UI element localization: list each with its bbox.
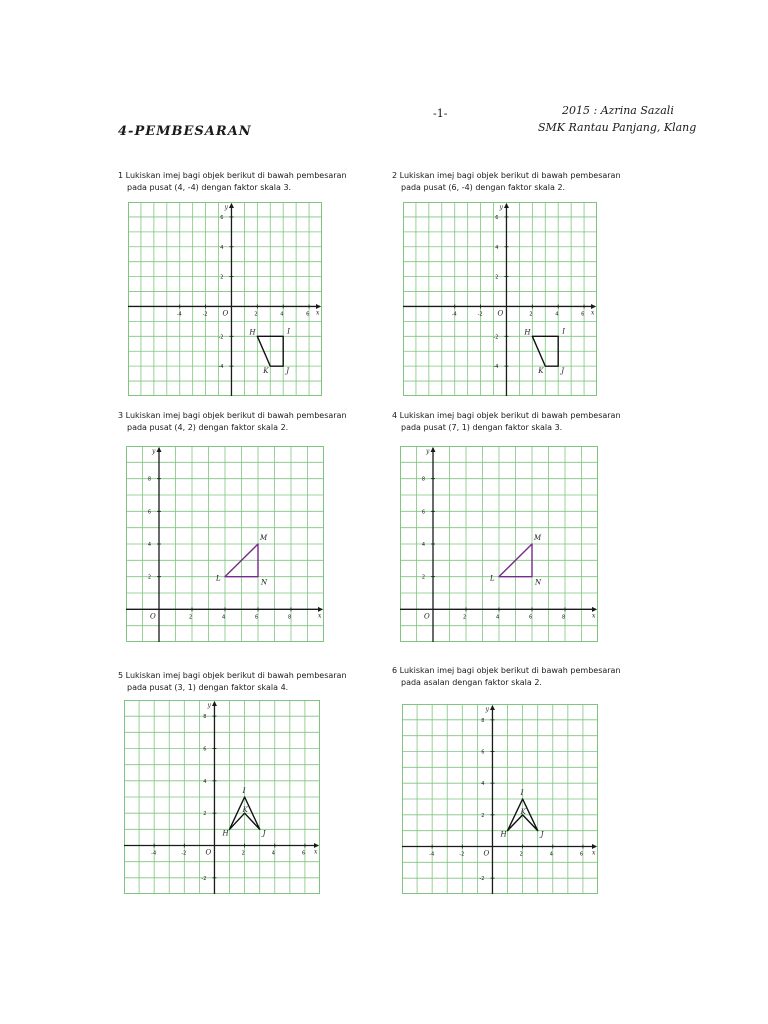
x-axis-arrow xyxy=(592,844,597,849)
x-tick-label: 4 xyxy=(271,850,275,857)
page-number: -1- xyxy=(433,107,448,120)
x-tick-label: -4 xyxy=(176,311,182,318)
y-axis-label: y xyxy=(207,702,211,709)
vertex-label-i: I xyxy=(242,787,246,795)
y-tick-label: 8 xyxy=(421,476,425,483)
question-4 xyxy=(392,410,621,434)
vertex-label-h: H xyxy=(249,328,256,337)
y-tick-label: 4 xyxy=(421,542,425,548)
vertex-label-k: K xyxy=(242,806,248,815)
y-axis-arrow xyxy=(431,447,436,452)
y-tick-label: 4 xyxy=(220,244,224,251)
graph-1 xyxy=(128,202,322,396)
x-axis-label: x xyxy=(316,309,320,317)
question-1 xyxy=(118,170,347,194)
y-tick-label: 6 xyxy=(147,509,151,516)
origin-label: O xyxy=(205,848,212,857)
y-tick-label: 8 xyxy=(481,717,485,724)
y-axis-label: y xyxy=(485,706,489,713)
question-1-line1: 1 Lukiskan imej bagi objek berikut di bawah pembesaran xyxy=(118,171,347,180)
question-5-line1: 5 Lukiskan imej bagi objek berikut di bawah pembesaran xyxy=(118,671,347,680)
question-3-line2: pada pusat (4, 2) dengan faktor skala 2. xyxy=(127,423,289,432)
question-2 xyxy=(392,170,621,194)
graph-2-canvas xyxy=(403,202,597,396)
graph-5-canvas xyxy=(124,700,320,894)
graph-4-canvas xyxy=(400,446,598,642)
school-line: SMK Rantau Panjang, Klang xyxy=(538,121,697,134)
x-tick-label: -2 xyxy=(181,850,187,857)
y-axis-label: y xyxy=(499,204,503,211)
origin-label: O xyxy=(497,309,504,318)
graph-5 xyxy=(124,700,320,894)
vertex-label-i: I xyxy=(562,327,565,336)
question-5-line2: pada pusat (3, 1) dengan faktor skala 4. xyxy=(127,683,289,692)
vertex-label-i: I xyxy=(520,789,524,797)
vertex-label-l: L xyxy=(490,574,495,583)
vertex-label-k: K xyxy=(263,367,269,376)
x-tick-label: 4 xyxy=(222,614,226,621)
y-tick-label: -2 xyxy=(493,334,499,341)
y-tick-label: -2 xyxy=(201,875,207,882)
vertex-label-n: N xyxy=(261,578,268,587)
y-axis-label: y xyxy=(224,204,228,211)
vertex-label-m: M xyxy=(534,534,542,542)
x-tick-label: 2 xyxy=(529,311,533,318)
x-axis-arrow xyxy=(591,304,596,309)
x-tick-label: 2 xyxy=(254,311,258,318)
x-tick-label: 6 xyxy=(306,311,310,318)
x-axis-arrow xyxy=(314,843,319,848)
y-axis-arrow xyxy=(504,203,509,208)
y-tick-label: 8 xyxy=(203,714,207,721)
x-axis-arrow xyxy=(318,607,323,612)
origin-label: O xyxy=(424,612,430,621)
y-tick-label: 2 xyxy=(481,812,485,819)
x-tick-label: -4 xyxy=(429,851,435,858)
y-tick-label: 8 xyxy=(147,476,151,483)
graph-3 xyxy=(126,446,324,642)
origin-label: O xyxy=(222,309,229,318)
question-2-line2: pada pusat (6, -4) dengan faktor skala 2. xyxy=(401,183,566,192)
x-tick-label: 6 xyxy=(301,850,306,857)
vertex-label-j: J xyxy=(561,367,565,376)
y-axis-arrow xyxy=(490,705,495,710)
x-tick-label: 6 xyxy=(579,851,584,858)
question-6 xyxy=(392,665,621,689)
question-4-line1: 4 Lukiskan imej bagi objek berikut di bawah pembesaran xyxy=(392,411,621,420)
graph-4 xyxy=(400,446,598,642)
vertex-label-n: N xyxy=(535,578,542,587)
vertex-label-h: H xyxy=(524,328,531,337)
vertex-label-k: K xyxy=(520,807,526,816)
graph-1-canvas xyxy=(128,202,322,396)
x-tick-label: 8 xyxy=(562,614,566,621)
x-axis-arrow xyxy=(316,304,321,309)
x-tick-label: 8 xyxy=(288,614,292,621)
y-tick-label: 2 xyxy=(147,574,151,581)
graph-2 xyxy=(403,202,597,396)
question-2-line1: 2 Lukiskan imej bagi objek berikut di bawah pembesaran xyxy=(392,171,621,180)
y-tick-label: 4 xyxy=(495,244,499,251)
x-tick-label: 4 xyxy=(496,614,500,621)
question-5 xyxy=(118,670,347,694)
question-3 xyxy=(118,410,347,434)
graph-6 xyxy=(402,704,598,894)
vertex-label-l: L xyxy=(216,574,221,583)
vertex-label-h: H xyxy=(500,830,507,839)
x-tick-label: -2 xyxy=(477,311,483,318)
question-6-line2: pada asalan dengan faktor skala 2. xyxy=(401,678,542,687)
vertex-label-j: J xyxy=(286,367,290,376)
page-title: 4-PEMBESARAN xyxy=(118,124,252,139)
x-axis-label: x xyxy=(318,612,322,620)
y-tick-label: 4 xyxy=(481,781,485,788)
x-axis-label: x xyxy=(591,309,595,317)
origin-label: O xyxy=(483,849,490,858)
y-tick-label: 2 xyxy=(495,274,499,281)
y-tick-label: 2 xyxy=(203,811,207,818)
y-tick-label: 4 xyxy=(147,542,151,548)
vertex-label-j: J xyxy=(262,829,266,838)
y-tick-label: 2 xyxy=(421,574,425,581)
x-axis-label: x xyxy=(592,612,596,620)
vertex-label-k: K xyxy=(538,367,544,376)
x-axis-label: x xyxy=(592,849,596,857)
x-tick-label: 6 xyxy=(581,311,585,318)
y-axis-arrow xyxy=(212,701,217,706)
vertex-label-i: I xyxy=(287,327,290,336)
y-tick-label: -4 xyxy=(218,364,224,371)
x-tick-label: 2 xyxy=(463,614,467,621)
y-axis-label: y xyxy=(426,448,430,455)
x-tick-label: 6 xyxy=(529,614,533,621)
y-tick-label: 2 xyxy=(220,274,224,281)
question-3-line1: 3 Lukiskan imej bagi objek berikut di bawah pembesaran xyxy=(118,411,347,420)
y-axis-label: y xyxy=(152,448,156,455)
x-tick-label: 6 xyxy=(255,614,259,621)
x-tick-label: -4 xyxy=(451,311,457,318)
vertex-label-h: H xyxy=(222,829,229,838)
y-tick-label: 6 xyxy=(421,509,425,516)
question-1-line2: pada pusat (4, -4) dengan faktor skala 3. xyxy=(127,183,292,192)
x-tick-label: 2 xyxy=(189,614,193,621)
y-tick-label: 6 xyxy=(220,214,224,221)
y-tick-label: -2 xyxy=(479,876,485,883)
x-tick-label: -2 xyxy=(459,851,465,858)
x-axis-arrow xyxy=(592,607,597,612)
y-axis-arrow xyxy=(229,203,234,208)
y-tick-label: -2 xyxy=(218,334,224,341)
vertex-label-m: M xyxy=(260,534,268,542)
question-4-line2: pada pusat (7, 1) dengan faktor skala 3. xyxy=(401,423,563,432)
author-line: 2015 : Azrina Sazali xyxy=(562,104,674,117)
x-axis-label: x xyxy=(314,848,318,856)
x-tick-label: 4 xyxy=(555,311,559,318)
x-tick-label: 4 xyxy=(549,851,553,858)
y-axis-arrow xyxy=(157,447,162,452)
y-tick-label: 4 xyxy=(203,778,207,785)
graph-6-canvas xyxy=(402,704,598,894)
vertex-label-j: J xyxy=(540,830,544,839)
y-tick-label: -4 xyxy=(493,364,499,371)
x-tick-label: -4 xyxy=(151,850,157,857)
x-tick-label: 4 xyxy=(280,311,284,318)
y-tick-label: 6 xyxy=(203,746,207,753)
y-tick-label: 6 xyxy=(495,214,499,221)
graph-3-canvas xyxy=(126,446,324,642)
y-tick-label: 6 xyxy=(481,749,485,756)
x-tick-label: 2 xyxy=(241,850,245,857)
origin-label: O xyxy=(150,612,156,621)
question-6-line1: 6 Lukiskan imej bagi objek berikut di bawah pembesaran xyxy=(392,666,621,675)
x-tick-label: 2 xyxy=(519,851,523,858)
x-tick-label: -2 xyxy=(202,311,208,318)
